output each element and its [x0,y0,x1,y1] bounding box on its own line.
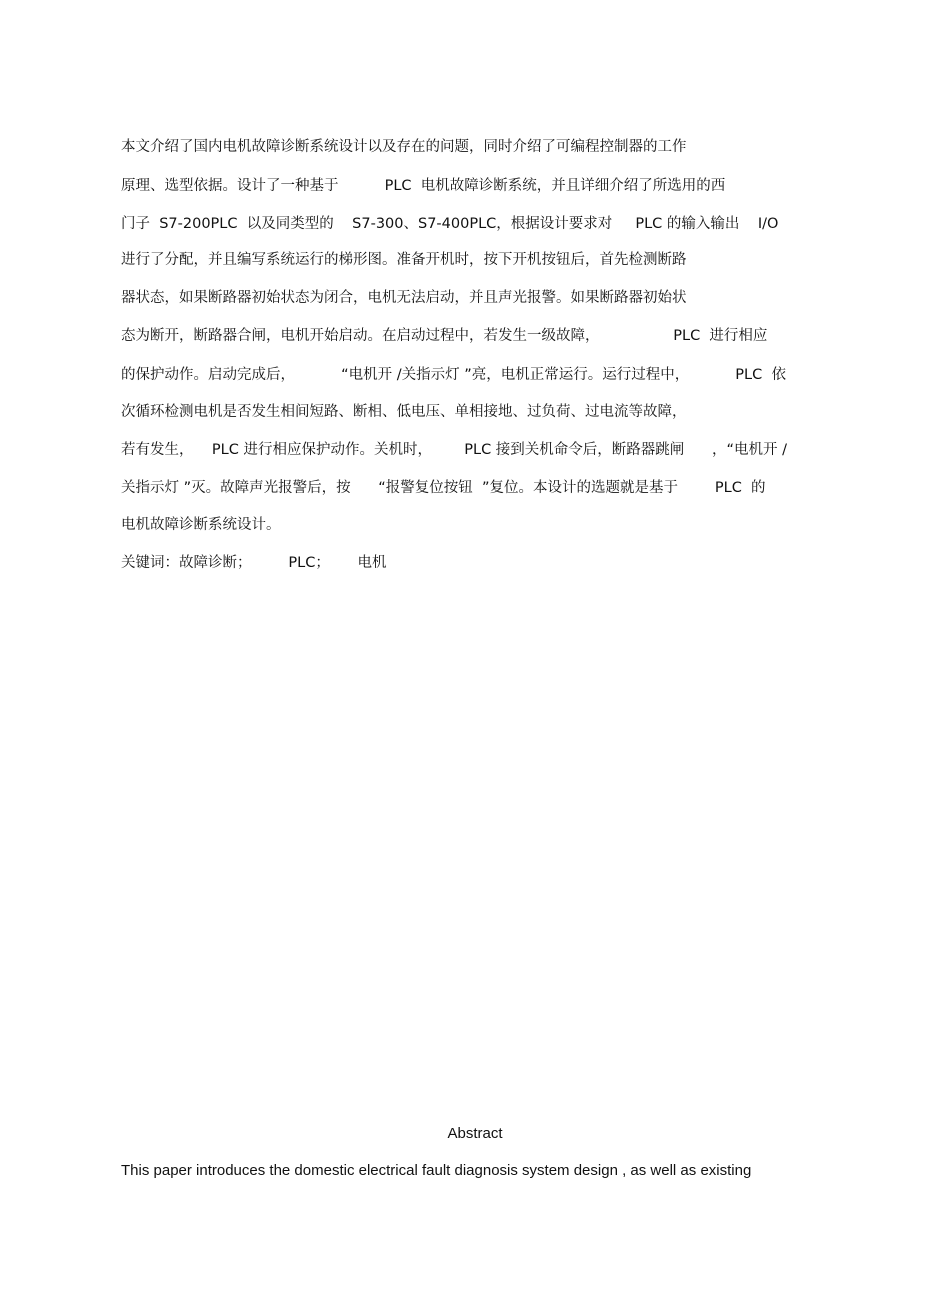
keywords-line: 关键词：故障诊断； PLC； 电机 [121,555,387,571]
abstract-en-line-1: This paper introduces the domestic electrical fault diagnosis system design , as well as existing [121,1162,752,1179]
abstract-cn-line-4: 进行了分配，并且编写系统运行的梯形图。准备开机时，按下开机按钮后，首先检测断路 [121,252,687,268]
abstract-cn-line-8: 次循环检测电机是否发生相间短路、断相、低电压、单相接地、过负荷、过电流等故障， [121,404,687,420]
abstract-cn-line-5: 器状态，如果断路器初始状态为闭合，电机无法启动，并且声光报警。如果断路器初始状 [121,290,687,306]
abstract-cn-line-7: 的保护动作。启动完成后， “电机开 /关指示灯 ”亮，电机正常运行。运行过程中， PLC 依 [121,367,786,383]
abstract-en-title: Abstract [447,1125,503,1142]
abstract-cn-line-1: 本文介绍了国内电机故障诊断系统设计以及存在的问题，同时介绍了可编程控制器的工作 [121,139,687,155]
abstract-cn-line-3: 门子 S7-200PLC 以及同类型的 S7-300、S7-400PLC，根据设计要求对 PLC 的输入输出 I/O [121,216,779,232]
abstract-cn-line-11: 电机故障诊断系统设计。 [121,517,281,533]
abstract-cn-line-9: 若有发生， PLC 进行相应保护动作。关机时， PLC 接到关机命令后，断路器跳闸 ，“电机开 / [121,442,787,458]
abstract-cn-line-10: 关指示灯 ”灭。故障声光报警后，按 “报警复位按钮 ”复位。本设计的选题就是基于 PLC 的 [121,480,766,496]
abstract-cn-line-6: 态为断开，断路器合闸，电机开始启动。在启动过程中，若发生一级故障， PLC 进行相应 [121,328,768,344]
abstract-cn-line-2: 原理、选型依据。设计了一种基于 PLC 电机故障诊断系统，并且详细介绍了所选用的西 [121,178,726,194]
